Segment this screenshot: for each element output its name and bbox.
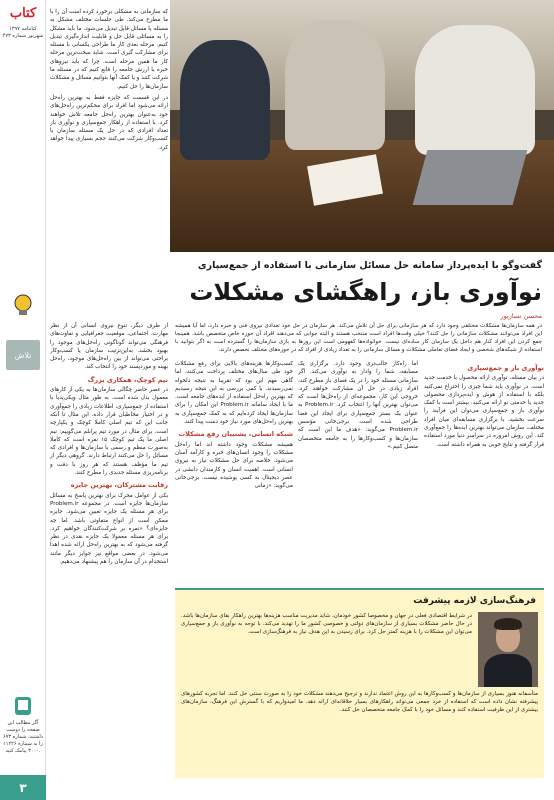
text-column-mid2: [298, 360, 418, 585]
meeting-photo: [170, 0, 554, 252]
article-headline: نوآوری باز، راهگشای مشکلات: [189, 278, 542, 306]
text-column-left-top: [50, 8, 168, 308]
text-column-mid: [175, 360, 293, 585]
text-column-left-bottom: [50, 322, 168, 774]
article-kicker: گفت‌وگو با ایده‌پرداز سامانه حل مسائل سازمانی با استفاده از جمع‌سپاری: [197, 260, 542, 271]
box-text: در شرایط اقتصادی فعلی در جهان و مخصوصا کشور خودمان، شاید مدیریت مناسب هزینه‌ها بهترین راهکار بقای سازمان‌ها باشد. در حال حاضر مشکلات بسیاری از سازمان‌های دولتی و خصوصی کشور ما را تهدید می‌کند. با توجه به نوآوری باز و جمع‌سپاری می‌توان این مشکلات را با هزینه کمتر حل کرد. برای رسیدن به این هدف نیاز به فرهنگ‌سازی است.: [181, 613, 472, 635]
bulb-icon: [10, 292, 36, 318]
box-title: فرهنگ‌سازی لازمه پیشرفت: [413, 596, 536, 606]
article-lead: در همه سازمان‌ها مشکلات مختلفی وجود دارد که هر سازمانی برای حل آن تلاش می‌کند. هر سازمان در حل خود تعدادی نیروی فنی و خبره دارد، اما آیا همیشه این افراد می‌توانند مشکلات سازمانی را حل کنند؟ خیلی وقت‌ها افراد است منتخب هستند و البته جوابی که می‌دهند افراد آن حوزه خاص متخصص باشد. همینجا جمع کردن این افراد کنار هم داخل یک سازمان کار ساده‌ای نیست. خوانواده‌ها کفهومی است این روزها به بازی سازمان‌ها را گسترده است به اگر بتوانید با استفاده از شبکه‌های شخصی و ایجاد فضای تعاملی مشکلات و مسائل سازمانی را به تعداد زیادی از افراد که در حوزه‌های مختلف تخصص دارند.: [175, 323, 542, 353]
subheading: رقابت مشترکان، بهترین جایزه: [70, 481, 168, 490]
paragraph: اما راه‌کار جالب‌تری وجود دارد. برگزاری یک مسابقه، شما را وادار به نوآوری می‌کند. اگر سازمانی مسئله خود را در یک فضای باز مطرح کند، افراد زیادی در حل آن مشارکت خواهند کرد. خروجی این کار، مجموعه‌ای از راه‌حل‌ها است که می‌توان بهترین آنها را انتخاب کرد. Problem.ir به عنوان یک بستر جمع‌سپاری برای ایجاد این فضا طراحی شده است. برجی‌خانی مؤسس Problem.ir می‌گوید: «هدف ما این است که سازمان‌ها و کسب‌وکارها را به جامعه متخصصان متصل کنیم.»: [298, 361, 418, 450]
subheading: تیم کوچک، همکاری بزرگ: [87, 375, 168, 384]
subheading: شبکه انسانی، پشتیبان رفع مشکلات: [178, 430, 293, 439]
magazine-logo: کتاب: [9, 6, 37, 21]
paragraph: در عصر حاضر چگالی سازمان‌ها به یکی از کارهای معمول بدل شده است. به طور مثال ویکی‌پدیا با استفاده از جمع‌سپاری، اطلاعات زیادی را جمع‌آوری و در اختیار مخاطبان قرار داده. این مثال تا آنکه جانب این که تیم اصلی کاملا کوچک و یکپارچه است. برای مثال در مورد تیم پرابلم می‌گوییم: تیم اصلی ما یک تیم کوچک ۱۵ نفره است که کاملا به‌صورت منظم و رسمی با سازمان‌ها و افرادی که مسائل را حل می‌کنند ارتباط دارند. گروهی دیگر از تیم ما مؤظف هستند که هر روز با دقت و برنامه‌ریزی مسئله جدیدی را مطرح کنند.: [50, 387, 168, 477]
paragraph: یکی از عوامل محرک برای بهترین پاسخ به مسائل سازمان‌ها جایزه است. در مجموعه Problem.ir برای هر مسئله یک جایزه تعیین می‌شود. جایزه ممکن است از انواع متفاوتی باشد. اما چه جایزه‌ای؟ «نمره بر شرکت‌کنندگان خواهیم کرد. برای هر مسئله معمولا یک جایزه نقدی در نظر گرفته می‌شود که به بهترین راه‌حل ارائه شده اهدا می‌شود. در بعضی مواقع نیز جوایز دیگر مانند استخدام در آن سازمان را هم پیشنهاد می‌دهیم.: [50, 492, 168, 566]
subheading: نوآوری باز و جمع‌سپاری: [467, 364, 544, 372]
issue-info: کتابنامه ۱۳۹۷ شهریور شماره ۴۷۳: [2, 26, 44, 39]
portrait-photo: [478, 612, 538, 687]
text-column-right: [424, 360, 544, 585]
paragraph: در بیان مسئله، نوآوری ارائه محصول یا خدمت جدید است. در نوآوری باید شما چیزی را اختراع نمی‌کنید بلکه با استفاده از هوش و ایده‌پردازی محصولی جدید یا خدمتی نو ارائه می‌کنید. بیشتر است با کمک نوآوری باز و جمع‌سپاری می‌توان این فرآیند را سرعت بخشید. با برگزاری مسابقه‌ای میان افراد مختلف، سازمان می‌تواند بهترین ایده‌ها را جمع‌آوری کند. این روش امروزه در سراسر دنیا مورد استفاده قرار گرفته و نتایج خوبی به همراه داشته است.: [424, 375, 544, 448]
box-text-continued: متأسفانه هنوز بسیاری از سازمان‌ها و کسب‌وکارها به این روش اعتماد ندارند و ترجیح می‌دهند مشکلات خود را به صورت سنتی حل کنند. اما تجربه کشورهای پیشرفته نشان داده است که استفاده از خرد جمعی می‌تواند راهکارهای بسیار خلاقانه‌ای ارائه دهد. ما امیدواریم که با گسترش این فرهنگ، سازمان‌های بیشتری از این ظرفیت استفاده کنند و مسائل خود را با کمک جامعه متخصصان حل کنند.: [181, 691, 538, 713]
paragraph: همیشه مشکلات وجود داشته اند اما راه‌حل مشکلات را وجود انسان‌های خبره و کارآمد آسان می‌شود. خلاصه برای حل مشکلات نیاز به نیروی انسانی است. اهمیت انسان و کارمندان دانشی در عصر دیجیتال به کسی پوشیده نیست. برجی‌خانی می‌گوید: «زمانی: [175, 441, 293, 490]
sms-note: آگر مطالب این صفحه را دوست داشتید، شماره ۶۷۳ را به شماره ۱۱۲۲۶ ۳۰۰۰ پیامک کنید.: [3, 720, 43, 754]
page-number: ۳: [0, 775, 46, 800]
paragraph: که سازمانی به مشکلی برخورد کرده است آن را با ما مطرح می‌کند. طی جلسات مختلف مشکل به مسئله یا مسائل قابل تبدیل می‌شود. ما باید مشکل را به مسائلی قابل حل و قابلیت اندازه‌گیری تبدیل کنیم. مرحله بعدی کار ما طراحی یکسانی با مسئله برای مشارکت گیری است. شاید سخت‌ترین مرحله کار ما همین مرحله است. چرا که باید نیروهای خبره یا ارزش جامعه را قانع کنیم که در مسئله ما شرکت کنند و یا کمک آنها بتوانیم مسائل و مشکلات سازمان‌ها را حل کنیم.: [50, 9, 168, 90]
section-tag: تلاش: [6, 340, 40, 370]
paragraph: در این قسمت که جایزه فقط به بهترین راه‌حل ارائه می‌شود اما افراد برای محکم‌ترین راه‌حل‌های خود به‌عنوان بهترین راه‌حل جامعه تلاش خواهند کرد. با استفاده از راهکار جمع‌سپاری و نوآوری باز تعداد افرادی که در حل یک مسئله سازمان یا کسب‌وکار شرکت می‌کنند حجم بسیاری پیدا خواهد کرد.: [50, 94, 168, 151]
paragraph: از طرف دیگر، تنوع نیروی انسانی آن از نظر مهارت، اجتماعی، موقعیت جغرافیایی و تفاوت‌های فرهنگی می‌تواند گوناگونی راه‌حل‌های موجود را بهبود بخشد. به‌این‌ترتیب سازمان یا کسب‌وکار براحتی می‌تواند از بین راه‌حل‌های موجود، راه‌حل بهینه و موردپسند خود را انتخاب کند.: [50, 323, 168, 371]
paragraph: کسب‌وکارها هزینه‌های بالایی برای رفع مشکلات خود طی سال‌های مختلف پرداخت می‌کنند، اما گاهی مهم این بود که تقریبا به نتیجه دلخواه نمی‌رسیدند. با کمی بررسی به این نتیجه رسیدیم که بهترین راه‌حل استفاده از ایده‌های جامعه است. ما با ایجاد سامانه Problem.ir این امکان را برای سازمان‌ها ایجاد کرده‌ایم که به کمک جمع‌سپاری به بهترین راه‌حل‌های مورد نیاز خود دست پیدا کنند.: [175, 361, 293, 426]
left-strip: [0, 0, 46, 800]
sms-icon: [12, 695, 34, 717]
article-byline: محسن نسازیور: [500, 312, 542, 320]
culture-box: [175, 588, 544, 778]
